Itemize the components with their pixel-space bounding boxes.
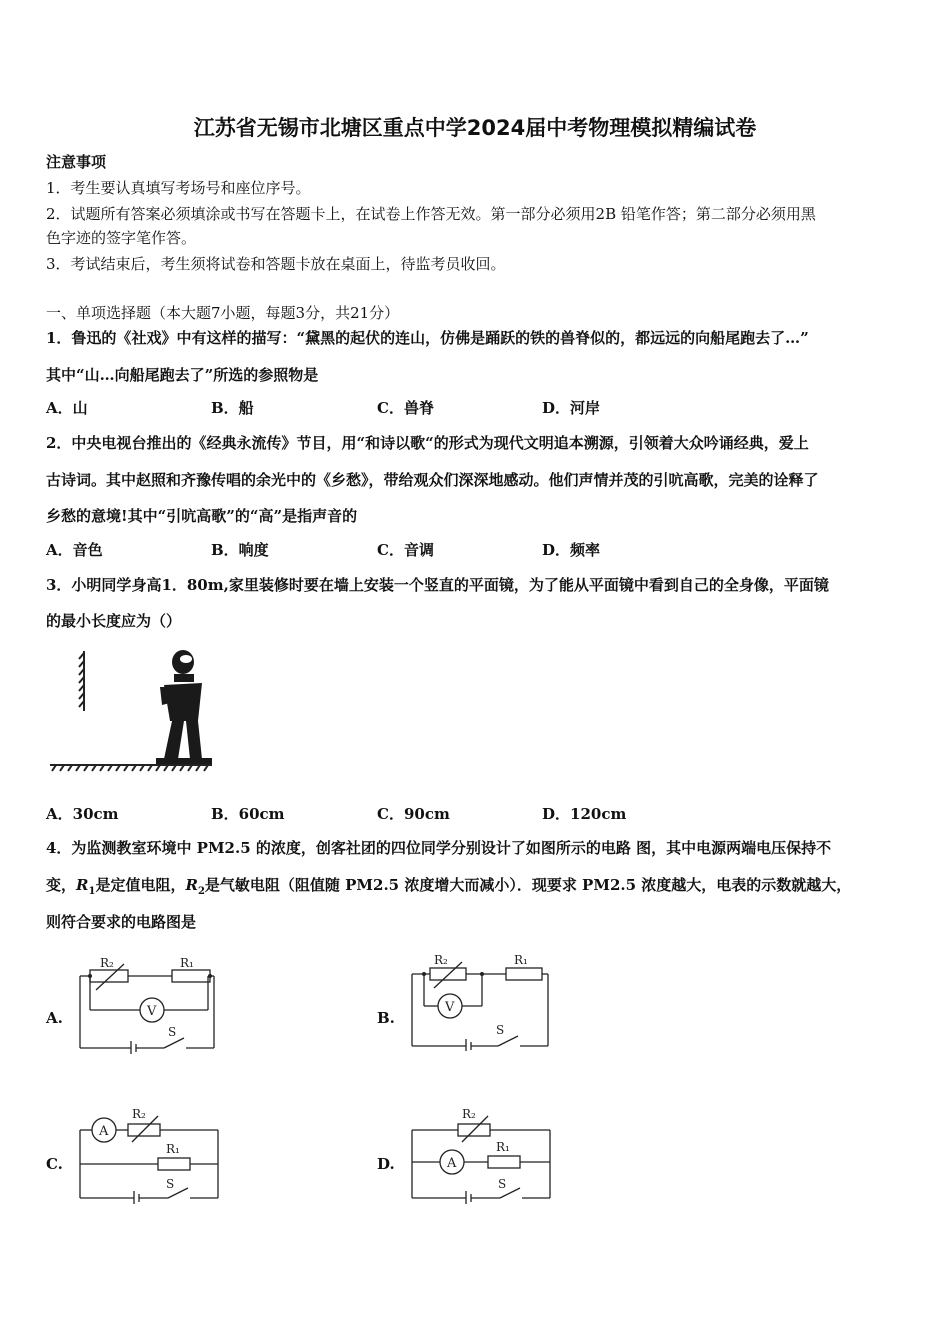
circuit-d-a-label: A [447, 1156, 457, 1171]
circuit-c-s-label: S [166, 1177, 175, 1191]
q1-option-a[interactable]: A．山 [46, 399, 88, 417]
q4-line-1: 4．为监测教室环境中 PM2.5 的浓度，创客社团的四位同学分别设计了如图所示的电路 图，其中电源两端电压保持不 [46, 839, 832, 857]
q2-option-c[interactable]: C．音调 [377, 541, 434, 559]
notice-item-1: 1．考生要认真填写考场号和座位序号。 [46, 179, 311, 197]
circuit-b-r2 [430, 968, 466, 980]
q2-line-3: 乡愁的意境!其中“引吭高歌”的“高”是指声音的 [46, 507, 358, 525]
q1-line-2: 其中“山…向船尾跑去了”所选的参照物是 [46, 366, 319, 384]
circuit-a-r1 [172, 970, 210, 982]
q4-line-2-post: 是气敏电阻（阻值随 PM2.5 浓度增大而减小）．现要求 PM2.5 浓度越大，电表的示数就越大， [204, 876, 852, 894]
circuit-d-r1-label: R₁ [496, 1140, 510, 1154]
q4-option-d[interactable]: D. [377, 1155, 395, 1173]
notice-item-2-cont: 色字迹的签字笔作答。 [46, 229, 197, 247]
r2-subscript: 2 [197, 886, 205, 897]
circuit-c-r1 [158, 1158, 190, 1170]
circuit-c[interactable] [76, 1100, 224, 1204]
q4-option-b[interactable]: B. [377, 1009, 395, 1027]
circuit-b-v-label: V [445, 1000, 455, 1015]
circuit-b[interactable] [408, 946, 553, 1051]
circuit-a-r2 [90, 970, 128, 982]
q3-option-c[interactable]: C．90cm [377, 805, 450, 823]
q3-line-1: 3．小明同学身高1．80m,家里装修时要在墙上安装一个竖直的平面镜，为了能从平面镜中看到自己的全身像，平面镜 [46, 576, 829, 594]
q1-line-1: 1．鲁迅的《社戏》中有这样的描写：“黛黑的起伏的连山，仿佛是踊跃的铁的兽脊似的，都远远的向船尾跑去了…” [46, 329, 809, 347]
notice-item-2: 2．试题所有答案必须填涂或书写在答题卡上，在试卷上作答无效。第一部分必须用2B 铅笔作答；第二部分必须用黑 [46, 205, 816, 223]
circuit-a[interactable] [76, 952, 221, 1054]
circuit-d-r1 [488, 1156, 520, 1168]
q2-option-b[interactable]: B．响度 [211, 541, 269, 559]
circuit-c-a-label: A [99, 1124, 109, 1139]
q1-option-b[interactable]: B．船 [211, 399, 254, 417]
q4-line-2-mid: 是定值电阻， [95, 876, 186, 894]
r1-subscript: 1 [88, 886, 96, 897]
q4-line-2-pre: 变， [46, 876, 77, 894]
q4-line-3: 则符合要求的电路图是 [46, 913, 197, 931]
notice-heading: 注意事项 [46, 153, 107, 171]
q4-line-2 [46, 875, 851, 902]
page-title: 江苏省无锡市北塘区重点中学2024届中考物理模拟精编试卷 [193, 116, 757, 140]
circuit-a-v-label: V [147, 1004, 157, 1019]
circuit-b-s-label: S [496, 1023, 505, 1037]
floor-line [50, 765, 212, 771]
wall-mirror [79, 651, 84, 711]
q4-option-c[interactable]: C. [46, 1155, 63, 1173]
person-figure [156, 650, 212, 764]
circuit-b-r1 [506, 968, 542, 980]
circuit-d[interactable] [408, 1100, 556, 1204]
circuit-d-s-label: S [498, 1177, 507, 1191]
q2-option-d[interactable]: D．频率 [542, 541, 601, 559]
q3-line-2: 的最小长度应为（） [46, 612, 182, 630]
circuit-d-r2-label: R₂ [462, 1107, 476, 1121]
circuit-c-r2-label: R₂ [132, 1107, 146, 1121]
q2-line-1: 2．中央电视台推出的《经典永流传》节目，用“和诗以歌“的形式为现代文明追本溯源，引领着大众吟诵经典，爱上 [46, 434, 809, 452]
q3-option-b[interactable]: B．60cm [211, 805, 285, 823]
circuit-a-r1-label: R₁ [180, 956, 194, 970]
r2-symbol: R [185, 876, 198, 894]
circuit-a-s-label: S [168, 1025, 177, 1039]
q1-option-d[interactable]: D．河岸 [542, 399, 601, 417]
q2-option-a[interactable]: A．音色 [46, 541, 103, 559]
circuit-a-r2-label: R₂ [100, 956, 114, 970]
circuit-b-r1-label: R₁ [514, 953, 528, 967]
r1-symbol: R [76, 876, 89, 894]
circuit-c-r1-label: R₁ [166, 1142, 180, 1156]
q3-option-d[interactable]: D．120cm [542, 805, 627, 823]
q2-line-2: 古诗词。其中赵照和齐豫传唱的余光中的《乡愁》，带给观众们深深地感动。他们声情并茂的引吭高歌，完美的诠释了 [46, 471, 819, 489]
q1-option-c[interactable]: C．兽脊 [377, 399, 434, 417]
q4-option-a[interactable]: A. [46, 1009, 63, 1027]
q3-option-a[interactable]: A．30cm [46, 805, 119, 823]
notice-item-3: 3．考试结束后，考生须将试卷和答题卡放在桌面上，待监考员收回。 [46, 255, 506, 273]
circuit-b-r2-label: R₂ [434, 953, 448, 967]
section-heading: 一、单项选择题（本大题7小题，每题3分，共21分） [46, 304, 400, 322]
q3-figure [46, 645, 216, 775]
